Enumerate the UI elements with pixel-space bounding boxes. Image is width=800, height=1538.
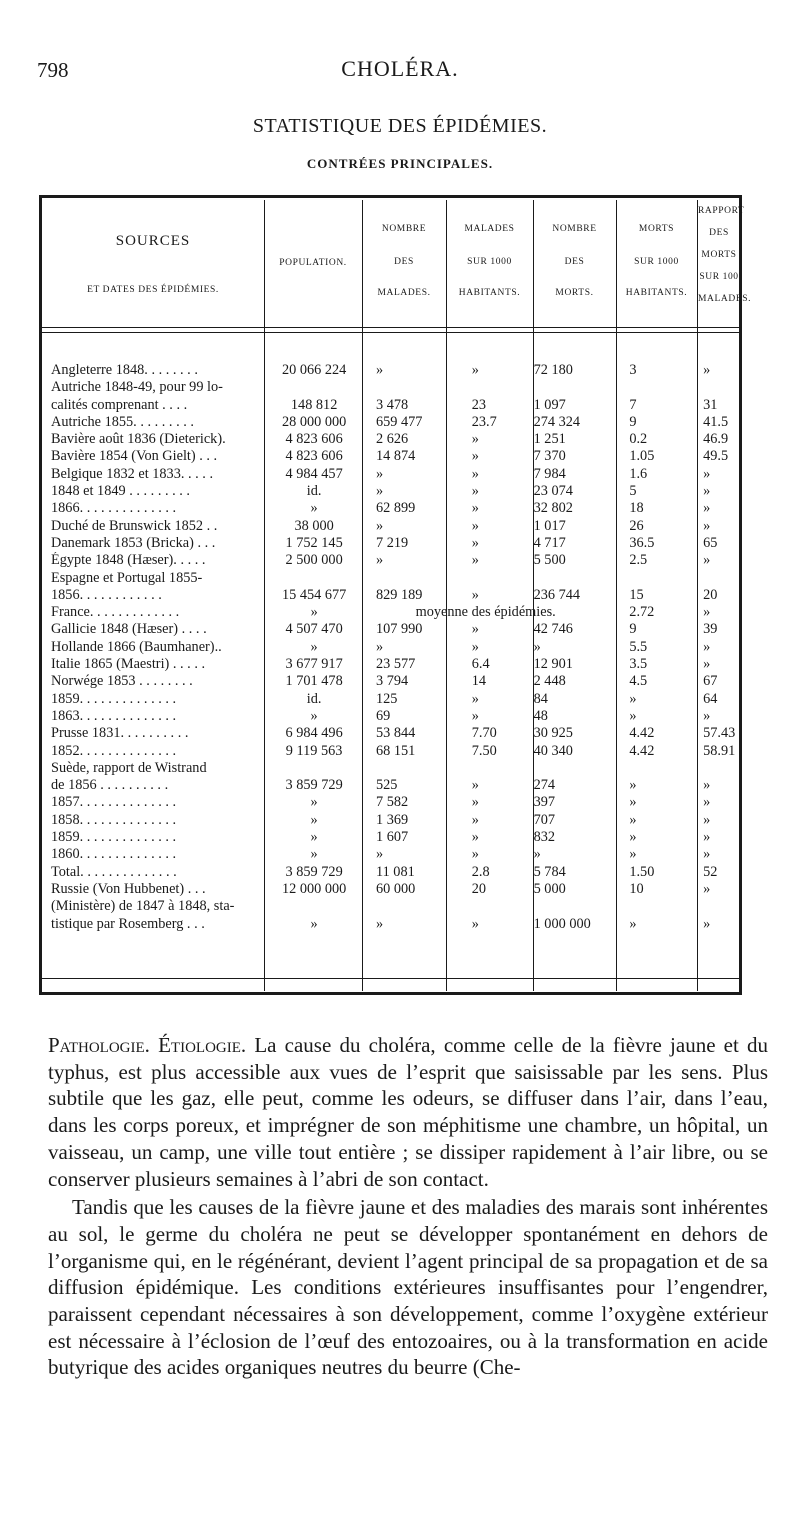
cell-rapport — [689, 760, 739, 777]
table-body — [49, 362, 739, 933]
header-rapport-1: RAPPORT — [698, 206, 745, 216]
cell-malades-rate — [440, 760, 524, 777]
cell-malades: 7 219 — [375, 534, 409, 551]
cell-morts-rate: 9 — [629, 621, 637, 638]
table-row — [49, 898, 739, 915]
cell-source: 1848 et 1849 . . . . . . . . . — [51, 483, 190, 500]
cell-morts: 1 097 — [533, 396, 566, 413]
header-malades-2: DES — [394, 257, 414, 267]
cell-morts-rate: 15 — [629, 586, 644, 603]
cell-malades-rate — [440, 898, 524, 915]
cell-population: 28 000 000 — [281, 413, 347, 430]
cell-morts-rate: 0.2 — [629, 431, 648, 448]
table-row — [49, 708, 739, 725]
header-rapport-2: DES — [709, 228, 729, 238]
cell-rapport: » — [703, 777, 711, 794]
table-row — [49, 794, 739, 811]
cell-morts: 84 — [533, 690, 548, 707]
cell-source: 1852. . . . . . . . . . . . . . — [51, 742, 177, 759]
cell-morts-rate: 36.5 — [629, 534, 655, 551]
cell-malades-rate — [440, 570, 524, 587]
cell-population: 4 507 470 — [285, 621, 343, 638]
cell-population: » — [310, 915, 318, 932]
cell-source: Autriche 1855. . . . . . . . . — [51, 413, 194, 430]
cell-malades: 3 794 — [375, 673, 409, 690]
cell-population: 148 812 — [290, 396, 338, 413]
header-morts-rate-3: HABITANTS. — [625, 288, 688, 298]
cell-malades: » — [375, 517, 384, 534]
footer-rule — [42, 978, 739, 979]
cell-population: » — [310, 604, 318, 621]
table-row — [49, 916, 739, 933]
cell-morts: 5 784 — [533, 863, 566, 880]
cell-rapport: 65 — [703, 534, 718, 551]
table-row — [49, 483, 739, 500]
cell-malades — [362, 570, 440, 587]
cell-source: Belgique 1832 et 1833. . . . . — [51, 465, 214, 482]
cell-morts — [524, 898, 610, 915]
heading-pathologie: Pathologie. — [48, 1033, 150, 1057]
cell-malades — [362, 760, 440, 777]
cell-morts: 40 340 — [533, 742, 573, 759]
paragraph-1-text: La cause du choléra, comme celle de la fièvre jaune et du typhus, est plus accessible aux vues de l’esprit que saisissable par les sens. Plus subtile que les gaz, elle peut, comme les odeurs, se diffuser dans l’air, dans l’eau, dans les corps poreux, et imprégner de son méphitisme une chambre, un hôpital, un vaisseau, un camp, une ville tout entière ; se dissiper rapidement à l’air libre, ou se conserver plusieurs semaines à l’abri de son contact. — [48, 1033, 769, 1191]
cell-malades: 60 000 — [375, 880, 416, 897]
cell-rapport: » — [703, 500, 711, 517]
cell-morts: 7 984 — [533, 465, 566, 482]
cell-malades: 53 844 — [375, 725, 416, 742]
cell-population: id. — [306, 690, 322, 707]
table-row — [49, 743, 739, 760]
cell-rapport: 46.9 — [703, 431, 729, 448]
table-row — [49, 518, 739, 535]
cell-morts-rate: 4.42 — [629, 725, 655, 742]
cell-rapport: » — [703, 638, 711, 655]
header-malades-rate-3: HABITANTS. — [458, 288, 521, 298]
cell-morts-rate: » — [629, 794, 637, 811]
cell-population: » — [310, 638, 318, 655]
cell-source: Danemark 1853 (Bricka) . . . — [51, 534, 216, 551]
cell-malades-rate: » — [471, 777, 479, 794]
cell-malades: 659 477 — [375, 413, 423, 430]
cell-morts: 72 180 — [533, 362, 573, 378]
paragraph-2: Tandis que les causes de la fièvre jaune et des maladies des marais sont inhérentes au sol, le germe du choléra ne peut se développer spontanément en dehors de l’organisme qui, en le régénérant, devient l’agent principal de sa propagation et de sa diffusion épidémique. Les conditions extérieures insuffisantes pour l’engendrer, paraissent cependant nécessaires à son développement, comme l’oxygène extérieur est nécessaire à l’éclosion de l’œuf des entozoaires, ou à la transformation en acide butyrique des acides organiques neutres du beurre (Che- — [48, 1195, 768, 1380]
table-row — [49, 448, 739, 465]
cell-population: 1 752 145 — [285, 534, 343, 551]
cell-morts: 23 074 — [533, 483, 573, 500]
cell-population: » — [310, 829, 318, 846]
cell-source: Italie 1865 (Maestri) . . . . . — [51, 656, 206, 673]
cell-population: » — [310, 794, 318, 811]
cell-malades: » — [375, 638, 384, 655]
cell-morts-rate: 4.42 — [629, 742, 655, 759]
cell-morts-rate: 26 — [629, 517, 644, 534]
cell-malades: » — [375, 915, 384, 932]
cell-rapport: 20 — [703, 586, 718, 603]
header-morts-3: MORTS. — [555, 288, 594, 298]
cell-morts: 42 746 — [533, 621, 573, 638]
cell-malades: 1 369 — [375, 811, 409, 828]
cell-malades: 68 151 — [375, 742, 416, 759]
cell-population: » — [310, 500, 318, 517]
cell-malades — [362, 379, 440, 396]
cell-rapport: 57.43 — [703, 725, 736, 742]
cell-morts-rate: » — [629, 829, 637, 846]
header-morts-rate-1: MORTS — [638, 224, 675, 234]
table-row — [49, 466, 739, 483]
cell-morts-rate: » — [629, 707, 637, 724]
cell-malades: » — [375, 465, 384, 482]
cell-malades: » — [375, 483, 384, 500]
cell-malades-rate: » — [471, 483, 479, 500]
cell-malades-rate: » — [471, 794, 479, 811]
cell-source: France. . . . . . . . . . . . . — [51, 604, 180, 621]
running-head: CHOLÉRA. — [341, 56, 459, 81]
cell-morts-rate — [609, 570, 689, 587]
body-text — [48, 1032, 768, 1381]
cell-morts: 5 500 — [533, 552, 566, 569]
cell-malades-rate: » — [471, 586, 479, 603]
cell-population: 1 701 478 — [285, 673, 343, 690]
cell-malades: 1 607 — [375, 829, 409, 846]
cell-source: (Ministère) de 1847 à 1848, sta- — [51, 898, 235, 915]
header-rule — [42, 327, 739, 328]
cell-malades-rate: 20 — [471, 880, 487, 897]
cell-population: 4 823 606 — [285, 448, 343, 465]
table-row — [49, 414, 739, 431]
cell-malades-rate: » — [471, 534, 479, 551]
cell-rapport: 67 — [703, 673, 718, 690]
cell-morts-rate: 2.5 — [629, 552, 648, 569]
cell-source: Prusse 1831. . . . . . . . . . — [51, 725, 189, 742]
cell-malades: 14 874 — [375, 448, 416, 465]
cell-morts-rate: 18 — [629, 500, 644, 517]
header-morts-rate-2: SUR 1000 — [634, 257, 679, 267]
cell-source: Autriche 1848-49, pour 99 lo- — [51, 379, 223, 396]
cell-rapport: » — [703, 362, 711, 378]
cell-morts — [524, 570, 610, 587]
cell-morts: 1 017 — [533, 517, 566, 534]
cell-morts-rate: 9 — [629, 413, 637, 430]
cell-malades: » — [375, 846, 384, 863]
cell-malades: 23 577 — [375, 656, 416, 673]
header-population: POPULATION. — [279, 258, 347, 268]
cell-morts: 832 — [533, 829, 556, 846]
cell-malades-rate: 14 — [471, 673, 487, 690]
cell-rapport — [689, 898, 739, 915]
table-row — [49, 691, 739, 708]
cell-source: 1856. . . . . . . . . . . . — [51, 586, 162, 603]
cell-morts: » — [533, 846, 541, 863]
cell-rapport: » — [703, 829, 711, 846]
cell-population: 15 454 677 — [281, 586, 347, 603]
cell-rapport: » — [703, 656, 711, 673]
cell-morts-rate: » — [629, 690, 637, 707]
cell-rapport: 39 — [703, 621, 718, 638]
header-morts-1: NOMBRE — [552, 224, 597, 234]
cell-source: Angleterre 1848. . . . . . . . — [51, 362, 198, 378]
cell-morts-rate — [609, 898, 689, 915]
cell-rapport — [689, 570, 739, 587]
cell-morts: 236 744 — [533, 586, 581, 603]
cell-malades-rate: » — [471, 465, 479, 482]
cell-morts-rate: 3.5 — [629, 656, 648, 673]
table-row — [49, 552, 739, 569]
cell-malades: 107 990 — [375, 621, 423, 638]
cell-rapport: » — [703, 915, 711, 932]
cell-malades-rate: » — [471, 500, 479, 517]
cell-source: 1866. . . . . . . . . . . . . . — [51, 500, 177, 517]
cell-population: 4 984 457 — [285, 465, 343, 482]
cell-malades: 525 — [375, 777, 398, 794]
cell-source: 1863. . . . . . . . . . . . . . — [51, 707, 177, 724]
cell-malades: 829 189 — [375, 586, 423, 603]
cell-population: 3 677 917 — [285, 656, 343, 673]
cell-malades-rate: » — [471, 846, 479, 863]
cell-population — [266, 379, 362, 396]
cell-source: calités comprenant . . . . — [51, 396, 188, 413]
cell-population: 9 119 563 — [285, 742, 343, 759]
cell-malades: 3 478 — [375, 396, 409, 413]
header-malades-rate-2: SUR 1000 — [467, 257, 512, 267]
cell-malades-rate: » — [471, 621, 479, 638]
header-sources-sub: ET DATES DES ÉPIDÉMIES. — [87, 285, 219, 295]
header-sources: SOURCES — [115, 233, 191, 249]
cell-malades: 125 — [375, 690, 398, 707]
cell-population: » — [310, 846, 318, 863]
header-malades-rate-1: MALADES — [464, 224, 515, 234]
cell-morts-rate: 10 — [629, 880, 644, 897]
cell-morts: 1 000 000 — [533, 915, 591, 932]
cell-morts-rate: 2.72 — [629, 604, 655, 621]
cell-source: Norwége 1853 . . . . . . . . — [51, 673, 193, 690]
table-row — [49, 621, 739, 638]
cell-morts: 397 — [533, 794, 556, 811]
cell-malades-rate: 23 — [471, 396, 487, 413]
cell-malades — [362, 898, 440, 915]
cell-morts-rate: 1.05 — [629, 448, 655, 465]
cell-population: 3 859 729 — [285, 777, 343, 794]
table-row — [49, 397, 739, 414]
cell-malades-rate: » — [471, 707, 479, 724]
cell-morts-rate: 7 — [629, 396, 637, 413]
cell-rapport: » — [703, 604, 711, 621]
cell-population: » — [310, 811, 318, 828]
cell-morts: 4 717 — [533, 534, 566, 551]
table-row — [49, 760, 739, 777]
cell-morts-rate: 1.6 — [629, 465, 648, 482]
table-row — [49, 846, 739, 863]
cell-population — [266, 570, 362, 587]
table-row — [49, 604, 739, 621]
cell-rapport — [689, 379, 739, 396]
cell-morts: 32 802 — [533, 500, 573, 517]
cell-malades: 2 626 — [375, 431, 409, 448]
cell-malades: 62 899 — [375, 500, 416, 517]
cell-source: Gallicie 1848 (Hæser) . . . . — [51, 621, 207, 638]
cell-malades-rate: » — [471, 362, 479, 378]
cell-population — [266, 898, 362, 915]
cell-morts: 5 000 — [533, 880, 566, 897]
cell-morts: 2 448 — [533, 673, 566, 690]
cell-morts-rate: 5 — [629, 483, 637, 500]
cell-population: 20 066 224 — [281, 362, 347, 378]
cell-morts-rate: 1.50 — [629, 863, 655, 880]
cell-malades: » — [375, 552, 384, 569]
cell-source: 1858. . . . . . . . . . . . . . — [51, 811, 177, 828]
cell-morts-rate: 5.5 — [629, 638, 648, 655]
cell-source: 1860. . . . . . . . . . . . . . — [51, 846, 177, 863]
header-rapport-4: SUR 100 — [699, 272, 739, 282]
cell-source: Duché de Brunswick 1852 . . — [51, 517, 218, 534]
cell-malades: 69 — [375, 707, 391, 724]
table-subtitle: CONTRÉES PRINCIPALES. — [306, 156, 494, 171]
cell-source: 1857. . . . . . . . . . . . . . — [51, 794, 177, 811]
cell-population: 4 823 606 — [285, 431, 343, 448]
cell-rapport: » — [703, 846, 711, 863]
page-number: 798 — [37, 58, 69, 82]
cell-rapport: 52 — [703, 863, 718, 880]
table-row — [49, 777, 739, 794]
cell-morts: 707 — [533, 811, 556, 828]
cell-population: 12 000 000 — [281, 880, 347, 897]
cell-rapport: » — [703, 465, 711, 482]
cell-malades-rate: » — [471, 552, 479, 569]
cell-morts: 274 324 — [533, 413, 581, 430]
cell-malades: 11 081 — [375, 863, 415, 880]
cell-source: Russie (Von Hubbenet) . . . — [51, 880, 206, 897]
cell-morts-rate — [609, 760, 689, 777]
cell-population: id. — [306, 483, 322, 500]
cell-malades-rate: 2.8 — [471, 863, 490, 880]
table-row — [49, 812, 739, 829]
cell-malades-rate: » — [471, 829, 479, 846]
table-row — [49, 379, 739, 396]
cell-source: tistique par Rosemberg . . . — [51, 915, 205, 932]
cell-population — [266, 760, 362, 777]
cell-morts-rate: 4.5 — [629, 673, 648, 690]
cell-rapport: » — [703, 707, 711, 724]
cell-source: Bavière août 1836 (Dieterick). — [51, 431, 226, 448]
table-row — [49, 362, 739, 379]
cell-morts-rate: » — [629, 846, 637, 863]
cell-malades-rate: » — [471, 915, 479, 932]
table-row — [49, 570, 739, 587]
cell-morts: 48 — [533, 707, 548, 724]
cell-morts-rate: » — [629, 915, 637, 932]
table-row — [49, 864, 739, 881]
cell-source: Total. . . . . . . . . . . . . . — [51, 863, 177, 880]
header-rapport-5: MALADES. — [698, 294, 752, 304]
cell-morts: 1 251 — [533, 431, 566, 448]
paragraph-etiologie — [48, 1032, 768, 1192]
table-row — [49, 829, 739, 846]
cell-malades: 7 582 — [375, 794, 409, 811]
cell-malades-rate: » — [471, 638, 479, 655]
cell-rapport: 41.5 — [703, 413, 729, 430]
cell-morts: » — [533, 638, 541, 655]
cell-rapport: 64 — [703, 690, 718, 707]
header-malades-1: NOMBRE — [381, 224, 427, 234]
cell-morts: 12 901 — [533, 656, 573, 673]
cell-malades-rate: 23.7 — [471, 413, 497, 430]
cell-source: Égypte 1848 (Hæser). . . . . — [51, 552, 206, 569]
cell-morts-rate: » — [629, 811, 637, 828]
cell-population: » — [310, 707, 318, 724]
table-row — [49, 725, 739, 742]
cell-morts-rate: 3 — [629, 362, 637, 378]
cell-morts: 274 — [533, 777, 556, 794]
header-rapport-3: MORTS — [701, 250, 737, 260]
cell-malades-rate — [440, 379, 524, 396]
header-rule — [42, 332, 739, 333]
table-row — [49, 431, 739, 448]
cell-source: Hollande 1866 (Baumhaner).. — [51, 638, 222, 655]
cell-malades: » — [375, 362, 384, 378]
cell-source: Espagne et Portugal 1855- — [51, 569, 203, 586]
cell-malades-rate: » — [471, 431, 479, 448]
cell-rapport: » — [703, 552, 711, 569]
cell-morts: 30 925 — [533, 725, 573, 742]
cell-population: 3 859 729 — [285, 863, 343, 880]
header-malades-3: MALADES. — [377, 288, 431, 298]
table-row — [49, 673, 739, 690]
cell-source: de 1856 . . . . . . . . . . — [51, 777, 169, 794]
table-row — [49, 656, 739, 673]
cell-population: 2 500 000 — [285, 552, 343, 569]
table-title: STATISTIQUE DES ÉPIDÉMIES. — [252, 115, 548, 137]
cell-rapport: » — [703, 483, 711, 500]
table-row — [49, 587, 739, 604]
table-row — [49, 535, 739, 552]
cell-malades-rate: 7.70 — [471, 725, 497, 742]
cell-rapport: » — [703, 517, 711, 534]
cell-note: moyenne des épidémies. — [415, 604, 556, 621]
cell-source: Suède, rapport de Wistrand — [51, 759, 207, 776]
cell-morts — [524, 760, 610, 777]
table-row — [49, 881, 739, 898]
cell-population: 6 984 496 — [285, 725, 343, 742]
cell-population: 38 000 — [294, 517, 334, 534]
cell-source: 1859. . . . . . . . . . . . . . — [51, 829, 177, 846]
cell-morts — [524, 379, 610, 396]
cell-rapport: » — [703, 811, 711, 828]
cell-rapport: » — [703, 794, 711, 811]
header-morts-2: DES — [564, 257, 585, 267]
cell-morts-rate — [609, 379, 689, 396]
table-row — [49, 639, 739, 656]
cell-rapport: 31 — [703, 396, 718, 413]
cell-morts: 7 370 — [533, 448, 566, 465]
cell-malades-rate: » — [471, 811, 479, 828]
cell-rapport: 58.91 — [703, 742, 736, 759]
cell-malades-rate: » — [471, 690, 479, 707]
cell-rapport: 49.5 — [703, 448, 729, 465]
heading-etiologie: Étiologie. — [158, 1033, 247, 1057]
table-row — [49, 500, 739, 517]
cell-morts-rate: » — [629, 777, 637, 794]
cell-malades-rate: » — [471, 448, 479, 465]
cell-source: 1859. . . . . . . . . . . . . . — [51, 690, 177, 707]
cell-malades-rate: 6.4 — [471, 656, 490, 673]
cell-malades-rate: 7.50 — [471, 742, 497, 759]
cell-malades-rate: » — [471, 517, 479, 534]
cell-rapport: » — [703, 880, 711, 897]
cell-source: Bavière 1854 (Von Gielt) . . . — [51, 448, 218, 465]
